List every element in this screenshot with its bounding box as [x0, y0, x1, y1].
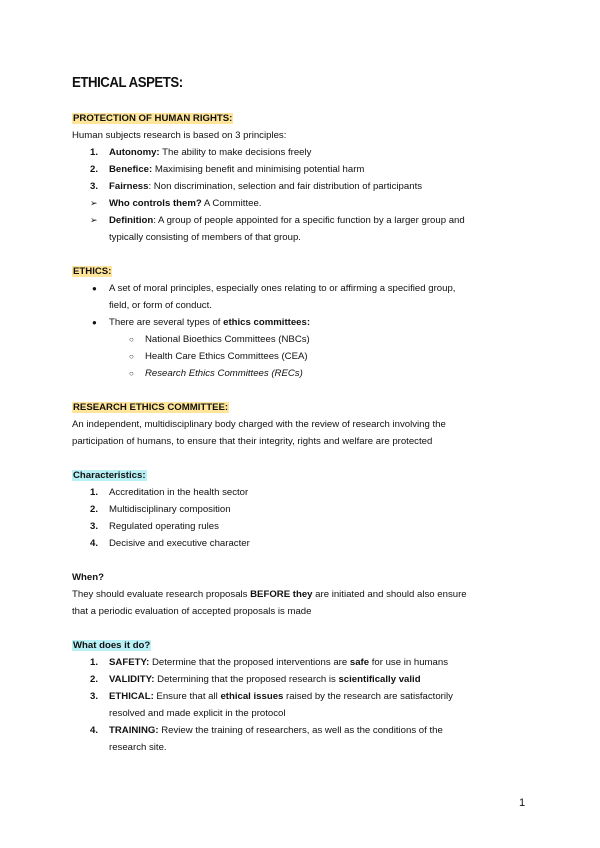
list-item-continuation: typically consisting of members of that group.: [109, 232, 301, 243]
when-paragraph-line: that a periodic evaluation of accepted proposals is made: [72, 606, 312, 617]
rec-section: [72, 399, 532, 450]
list-item: ➢ Who controls them? A Committee.: [72, 195, 532, 212]
when-heading: When?: [72, 572, 104, 583]
when-paragraph-line: They should evaluate research proposals BEFORE they are initiated and should also ensure: [72, 589, 467, 600]
list-item: ➢ Definition: A group of people appointed for a specific function by a larger group and: [72, 212, 532, 229]
list-item: ● There are several types of ethics committees:: [72, 314, 532, 331]
list-item: 2. Multidisciplinary composition: [90, 504, 231, 515]
arrow-bullet-icon: ➢: [90, 215, 98, 225]
list-item: 4. Decisive and executive character: [90, 538, 250, 549]
list-item: 4. TRAINING: Review the training of researchers, as well as the conditions of the: [90, 725, 443, 736]
ethics-heading: ETHICS:: [73, 266, 112, 277]
list-item: ○ Health Care Ethics Committees (CEA): [72, 348, 532, 365]
list-item: ● A set of moral principles, especially ones relating to or affirming a specified group,: [72, 280, 532, 297]
list-item: 2. Benefice: Maximising benefit and minimising potential harm: [90, 164, 365, 175]
bullet-icon: ●: [92, 318, 97, 327]
rec-heading: RESEARCH ETHICS COMMITTEE:: [73, 402, 229, 413]
page-number: 1: [519, 797, 526, 809]
arrow-bullet-icon: ➢: [90, 198, 98, 208]
list-item: 1. Accreditation in the health sector: [90, 487, 249, 498]
list-item-continuation: field, or form of conduct.: [109, 300, 212, 311]
list-item: ○ Research Ethics Committees (RECs): [72, 365, 532, 382]
list-item-continuation: research site.: [109, 742, 167, 753]
list-item: 3. Regulated operating rules: [90, 521, 219, 532]
what-section: [72, 637, 532, 756]
page-title: ETHICAL ASPETS:: [72, 74, 183, 91]
bullet-icon: ●: [92, 284, 97, 293]
protection-section: [72, 110, 532, 246]
list-item: 3. ETHICAL: Ensure that all ethical issues raised by the research are satisfactorily: [90, 691, 453, 702]
list-item: ○ National Bioethics Committees (NBCs): [72, 331, 532, 348]
list-item: 1. SAFETY: Determine that the proposed interventions are safe for use in humans: [90, 657, 448, 668]
when-section: [72, 569, 532, 620]
characteristics-section: [72, 467, 532, 552]
list-item: 1. Autonomy: The ability to make decisions freely: [90, 147, 312, 158]
circle-bullet-icon: ○: [129, 352, 134, 361]
ethics-section: [72, 263, 532, 382]
protection-heading: PROTECTION OF HUMAN RIGHTS:: [73, 113, 233, 124]
characteristics-heading: Characteristics:: [73, 470, 146, 481]
circle-bullet-icon: ○: [129, 369, 134, 378]
rec-paragraph-line: participation of humans, to ensure that their integrity, rights and welfare are protected: [72, 436, 433, 447]
list-item: 2. VALIDITY: Determining that the proposed research is scientifically valid: [90, 674, 421, 685]
rec-paragraph-line: An independent, multidisciplinary body charged with the review of research involving the: [72, 419, 446, 430]
what-heading: What does it do?: [73, 640, 151, 651]
circle-bullet-icon: ○: [129, 335, 134, 344]
protection-intro: Human subjects research is based on 3 principles:: [72, 130, 287, 141]
list-item-continuation: resolved and made explicit in the protocol: [109, 708, 286, 719]
list-item: 3. Fairness: Non discrimination, selection and fair distribution of participants: [90, 181, 423, 192]
